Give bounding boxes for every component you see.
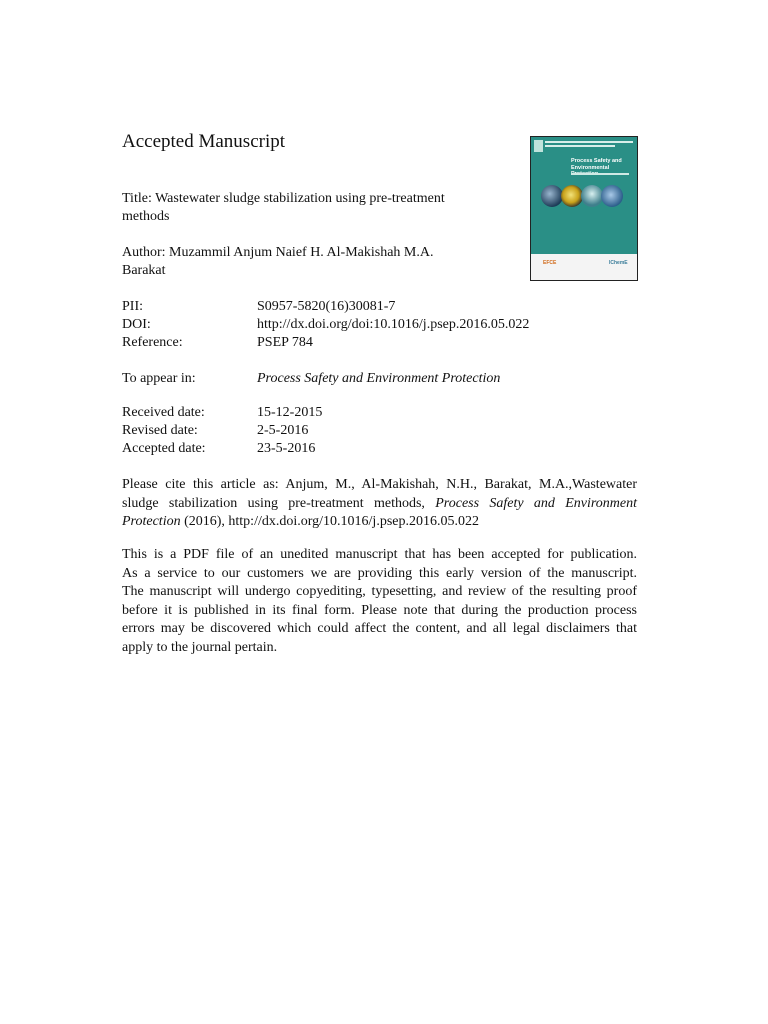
citation-journal: Protection (122, 514, 181, 529)
author-list (122, 244, 492, 280)
citation-line (122, 513, 637, 532)
appear-label: To appear in: (122, 371, 196, 386)
cover-discs (541, 185, 637, 211)
disclaimer-line: apply to the journal pertain. (122, 639, 278, 655)
title-line: Title: Wastewater sludge stabilization using pre-treatment (122, 191, 445, 206)
reference-label: Reference: (122, 335, 183, 350)
doi-link[interactable]: http://dx.doi.org/doi:10.1016/j.psep.2016.05.022 (257, 317, 530, 332)
accepted-value: 23-5-2016 (257, 441, 316, 456)
doi-label: DOI: (122, 317, 151, 332)
cover-disc-icon (601, 185, 623, 207)
received-value: 15-12-2015 (257, 405, 323, 420)
cover-disc-icon (581, 185, 603, 207)
received-label: Received date: (122, 405, 205, 420)
cover-band (531, 137, 637, 254)
revised-value: 2-5-2016 (257, 423, 309, 438)
citation-text: sludge stabilization using pre-treatment methods, (122, 495, 425, 511)
title-line: methods (122, 209, 170, 224)
journal-name: Process Safety and Environment Protection (257, 371, 501, 386)
icheme-logo: IChemE (609, 260, 628, 266)
cover-disc-icon (561, 185, 583, 207)
citation-line: Please cite this article as: Anjum, M., Al-Makishah, N.H., Barakat, M.A.,Wastewater (122, 477, 637, 492)
citation-line (122, 495, 637, 514)
author-line: Barakat (122, 263, 166, 278)
elsevier-logo-icon (534, 140, 543, 152)
accepted-label: Accepted date: (122, 441, 206, 456)
revised-label: Revised date: (122, 423, 198, 438)
article-title (122, 190, 492, 226)
citation-text: (2016), http://dx.doi.org/10.1016/j.psep.2016.05.022 (184, 514, 479, 529)
page-heading: Accepted Manuscript (122, 131, 286, 152)
disclaimer-paragraph (122, 546, 637, 657)
cover-journal-title: Process Safety and Environmental (571, 158, 622, 171)
pii-value: S0957-5820(16)30081-7 (257, 299, 396, 314)
efce-logo: EFCE (543, 260, 557, 266)
disclaimer-line: As a service to our customers we are providing this early version of the manuscript. (122, 565, 637, 581)
author-line: Author: Muzammil Anjum Naief H. Al-Makishah M.A. (122, 245, 434, 260)
pii-label: PII: (122, 299, 143, 314)
disclaimer-line: errors may be discovered which could affect the content, and all legal disclaimers that (122, 621, 637, 636)
reference-value: PSEP 784 (257, 335, 313, 350)
disclaimer-line: This is a PDF file of an unedited manuscript that has been accepted for publication. (122, 547, 637, 562)
citation-paragraph (122, 476, 637, 532)
disclaimer-line: The manuscript will undergo copyediting, typesetting, and review of the resulting proof (122, 584, 637, 599)
cover-footer (531, 254, 637, 280)
disclaimer-line: before it is published in its final form. Please note that during the production process (122, 602, 637, 618)
cover-disc-icon (541, 185, 563, 207)
journal-cover-image (530, 136, 638, 281)
citation-journal: Process Safety and Environment (435, 495, 638, 511)
